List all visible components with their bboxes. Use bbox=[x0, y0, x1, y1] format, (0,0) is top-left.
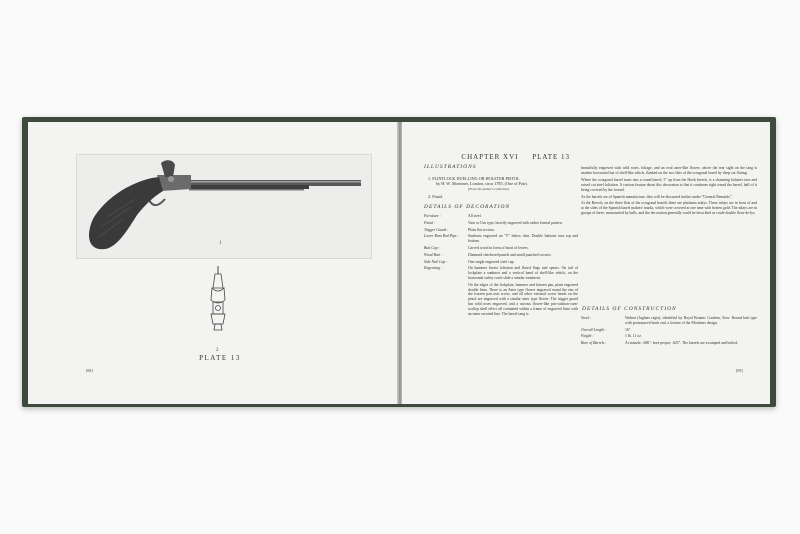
row-label: Side Nail Cup : bbox=[424, 259, 448, 264]
photo-figure-number: 1 bbox=[219, 241, 222, 246]
decoration-row bbox=[424, 214, 578, 219]
row-value: 16". bbox=[625, 327, 632, 332]
frizzen-screw bbox=[168, 176, 174, 182]
right-folio: [69] bbox=[736, 368, 743, 373]
pistol-forend bbox=[189, 185, 309, 189]
illustration-number: 2. bbox=[428, 194, 432, 199]
construction-table bbox=[581, 316, 757, 348]
row-value: Carved wood in form of burst of leaves. bbox=[468, 245, 529, 250]
row-label: Trigger Guard : bbox=[424, 227, 449, 232]
decoration-table bbox=[424, 214, 578, 318]
row-label: Overall Length : bbox=[581, 327, 607, 332]
row-value: On hammer breast foliation and fluted flags and spears. On tail of lockplate a sunburst and a vertical band of shell-like whirls, on the horizontal safety catch slide a similar treatment. bbox=[468, 266, 578, 280]
illustrations-list bbox=[428, 176, 578, 201]
plate-caption: PLATE 13 bbox=[199, 354, 241, 362]
row-label: Finial : bbox=[424, 220, 436, 225]
chapter-heading: CHAPTER XVI PLATE 13 bbox=[461, 153, 570, 161]
pistol-photograph bbox=[76, 154, 372, 259]
illustration-item bbox=[428, 194, 578, 199]
row-label: Wood Butt : bbox=[424, 252, 442, 257]
row-value: On the edges of the lockplate, hammer and frizzen pan, plain engraved double lines. There is an Aster type flower engraved round the rim of the frizzen pan axis screw, and all other external screw heads on the pistol are engraved with a similar aster type flower. The trigger guard has wild roses engraved, and a curious flower-like pin-cushion-cum-scallop shell effect all contained within a frame of engraved lines with an inner serrated line. The barrel tang is bbox=[468, 282, 578, 316]
continued-text-column bbox=[581, 166, 757, 218]
row-label: Lower Ram Rod Pipe : bbox=[424, 234, 459, 239]
illustration-item bbox=[428, 176, 578, 192]
row-label bbox=[424, 283, 468, 317]
row-value: Sunburst engraved on "V" below chin. Double baluster turn top and bottom. bbox=[468, 234, 578, 244]
left-folio: [68] bbox=[86, 368, 93, 373]
right-page bbox=[402, 122, 770, 404]
decoration-heading: DETAILS OF DECORATION bbox=[424, 204, 511, 210]
pistol-image bbox=[77, 155, 371, 258]
illustration-note: [From the author's collection] bbox=[468, 187, 510, 191]
construction-row bbox=[581, 316, 757, 326]
row-value: One single engraved steel cup. bbox=[468, 259, 515, 264]
decoration-row bbox=[424, 246, 578, 251]
decoration-row bbox=[424, 221, 578, 226]
row-label: Bore of Barrels : bbox=[581, 341, 607, 346]
illustrations-heading: ILLUSTRATIONS bbox=[424, 164, 477, 170]
decoration-row bbox=[424, 266, 578, 280]
paragraph: beautifully engraved with wild roses, foliage, and an oval aster-like flower; above the rear sight on the tang is another horizontal bar of shell-like whirls, flanked on the two flats of the octagonal barrel by deep cut fluting. bbox=[581, 166, 757, 175]
paragraph: Where the octagonal barrel turns into a round barrel, 5" up from the Hook breech, is a charming baluster turn and raised cut steel foliation. A curious feature about this decoration is that it continues right round the barrel, half of it being covered by the forend. bbox=[581, 177, 757, 192]
hammer bbox=[161, 160, 175, 177]
barrel-highlight bbox=[189, 181, 361, 183]
row-value: Diamond checkered panels and small punched crosses. bbox=[468, 252, 552, 257]
construction-row bbox=[581, 334, 757, 339]
paragraph: As the barrels are of Spanish manufacture, they will be discussed further under "General Remarks". bbox=[581, 194, 733, 199]
row-label: Weight : bbox=[581, 334, 594, 339]
decoration-row bbox=[424, 234, 578, 244]
decoration-row bbox=[424, 260, 578, 265]
row-value: Walnut (Juglans regia), identified by Royal Botanic Gardens, Kew. Round butt type with pronounced hook end, a feature of the Mortimer design. bbox=[625, 316, 757, 325]
construction-row bbox=[581, 341, 757, 346]
left-page bbox=[28, 122, 398, 404]
row-label: Butt Cap : bbox=[424, 245, 440, 250]
illustration-title: FLINTLOCK DUELLING OR HOLSTER PISTOL bbox=[432, 176, 520, 181]
pistol-grip bbox=[89, 177, 163, 249]
illustration-title: Finial. bbox=[432, 194, 444, 199]
row-value: 1 lb. 11 oz. bbox=[625, 334, 642, 339]
row-value: Plain flat section. bbox=[468, 227, 495, 232]
row-value: Vase or Urn type, heavily engraved with rather formal pattern. bbox=[468, 220, 563, 225]
row-value: All steel. bbox=[468, 214, 482, 218]
row-value: At muzzle, .686", bore proper, .625". The barrels are swamped and bolted. bbox=[625, 341, 738, 346]
row-label: Engraving : bbox=[424, 266, 443, 271]
row-label: Furniture : bbox=[424, 214, 441, 218]
decoration-row bbox=[424, 228, 578, 233]
finial-figure-number: 2 bbox=[216, 348, 219, 353]
decoration-row bbox=[424, 253, 578, 258]
illustration-detail: by H. W. Mortimer, London, circa 1785. (One of Pair). bbox=[436, 181, 528, 186]
construction-row bbox=[581, 328, 757, 333]
row-label: Stock : bbox=[581, 316, 592, 320]
illustration-number: 1. bbox=[428, 176, 432, 181]
construction-heading: DETAILS OF CONSTRUCTION bbox=[582, 306, 677, 312]
decoration-row bbox=[424, 283, 578, 317]
ramrod bbox=[189, 189, 304, 191]
finial-drawing bbox=[206, 266, 230, 348]
paragraph: At the Breech, on the three flats of the octagonal barrels there are platinum inlays. These inlays are in front of and at the sides of the Spanish barrel makers' marks, which were covered at one time with beaten gold. The inlays are in groups of three, surmounted by balls, and the decoration generally could be described as crude double fleur-de-lys. bbox=[581, 201, 757, 216]
